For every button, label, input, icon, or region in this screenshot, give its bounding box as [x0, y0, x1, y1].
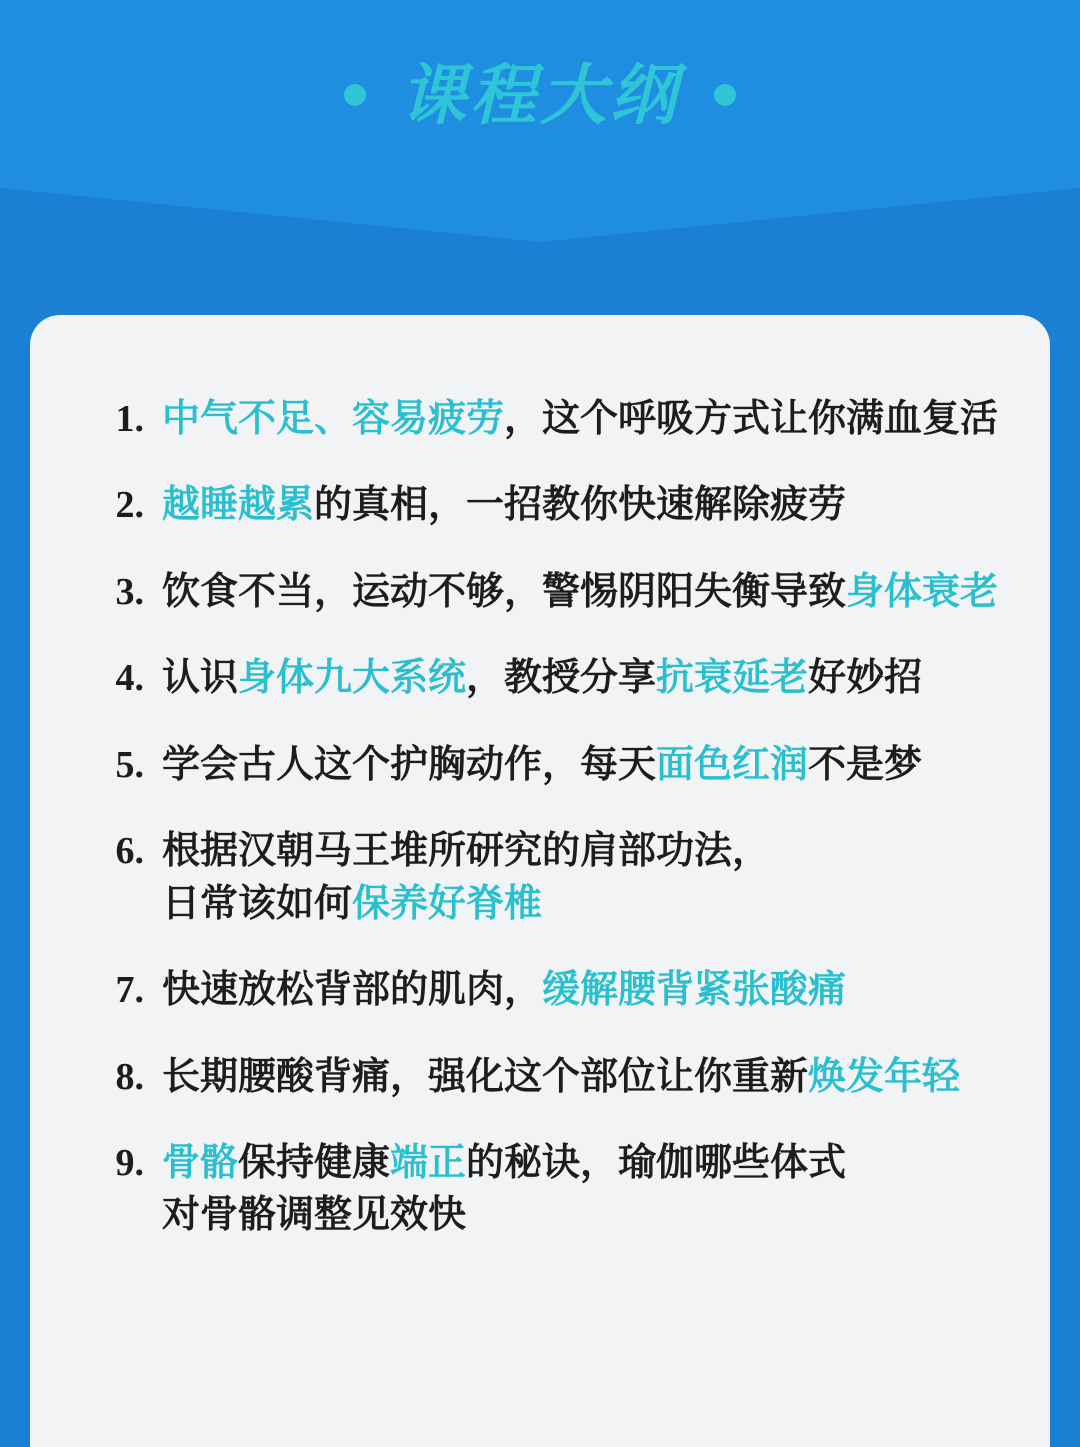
list-item-text — [162, 652, 1010, 704]
list-item-line — [162, 878, 1010, 930]
highlighted-text: 骨骼 — [162, 1141, 239, 1184]
list-item — [70, 1051, 1010, 1103]
list-item-number: 3. — [115, 570, 144, 613]
plain-text: 长期腰酸背痛，强化这个部位让你重新 — [162, 1055, 809, 1098]
list-item-text — [162, 964, 1010, 1016]
header-title-row — [0, 58, 1080, 132]
list-item — [70, 479, 1010, 531]
list-item — [70, 964, 1010, 1016]
list-item — [70, 825, 1010, 930]
plain-text: 好妙招 — [808, 657, 923, 700]
list-item-line — [162, 825, 1010, 877]
plain-text: ，教授分享 — [466, 657, 657, 700]
list-item-number: 4. — [115, 657, 144, 700]
list-item-line — [162, 1051, 1010, 1103]
course-outline-list — [70, 393, 1010, 1242]
page-title: 课程大纲 — [400, 58, 680, 132]
bullet-dot-icon-right — [714, 84, 736, 106]
list-item-text — [162, 1137, 1010, 1242]
list-item-text — [162, 825, 1010, 930]
highlighted-text: 抗衰延老 — [656, 657, 809, 700]
plain-text: 快速放松背部的肌肉， — [162, 969, 543, 1012]
plain-text: 不是梦 — [808, 743, 923, 786]
header-banner-shape — [0, 0, 1080, 300]
list-item-line — [162, 479, 1010, 531]
plain-text: 保持健康 — [238, 1141, 391, 1184]
page-header — [0, 0, 1080, 300]
list-item-number: 9. — [115, 1141, 144, 1184]
list-item-text — [162, 566, 1010, 618]
highlighted-text: 保养好脊椎 — [352, 882, 543, 925]
list-item-line — [162, 964, 1010, 1016]
list-item — [70, 1137, 1010, 1242]
plain-text: 饮食不当，运动不够，警惕阴阳失衡导致 — [162, 570, 847, 613]
plain-text: 日常该如何 — [162, 882, 353, 925]
list-item-line — [162, 1137, 1010, 1189]
list-item-line — [162, 1189, 1010, 1241]
highlighted-text: 中气不足、容易疲劳 — [162, 398, 505, 440]
plain-text: ，这个呼吸方式让你满血复活 — [504, 398, 999, 440]
plain-text: 根据汉朝马王堆所研究的肩部功法， — [162, 830, 771, 873]
list-item-text — [162, 739, 1010, 791]
plain-text: 的秘诀，瑜伽哪些体式 — [466, 1141, 847, 1184]
plain-text: 学会古人这个护胸动作，每天 — [162, 743, 657, 786]
list-item — [70, 393, 1010, 445]
outline-card — [30, 315, 1050, 1447]
bullet-dot-icon-left — [344, 84, 366, 106]
highlighted-text: 越睡越累 — [162, 484, 315, 527]
list-item-number: 1. — [115, 398, 144, 440]
highlighted-text: 端正 — [390, 1141, 467, 1184]
list-item-text — [162, 479, 1010, 531]
list-item — [70, 652, 1010, 704]
list-item-number: 8. — [115, 1055, 144, 1098]
highlighted-text: 身体衰老 — [846, 570, 999, 613]
highlighted-text: 面色红润 — [656, 743, 809, 786]
list-item-text — [162, 1051, 1010, 1103]
list-item-line — [162, 652, 1010, 704]
highlighted-text: 缓解腰背紧张酸痛 — [542, 969, 847, 1012]
list-item — [70, 566, 1010, 618]
list-item-line — [162, 566, 1010, 618]
list-item-number: 2. — [115, 484, 144, 527]
list-item-number: 7. — [115, 969, 144, 1012]
list-item-text — [162, 393, 1010, 445]
highlighted-text: 焕发年轻 — [808, 1055, 961, 1098]
list-item-line — [162, 739, 1010, 791]
list-item — [70, 739, 1010, 791]
plain-text: 认识 — [162, 657, 239, 700]
plain-text: 对骨骼调整见效快 — [162, 1194, 467, 1237]
highlighted-text: 身体九大系统 — [238, 657, 467, 700]
plain-text: 的真相，一招教你快速解除疲劳 — [314, 484, 847, 527]
list-item-line — [162, 393, 1010, 445]
list-item-number: 5. — [115, 743, 144, 786]
list-item-number: 6. — [115, 830, 144, 873]
